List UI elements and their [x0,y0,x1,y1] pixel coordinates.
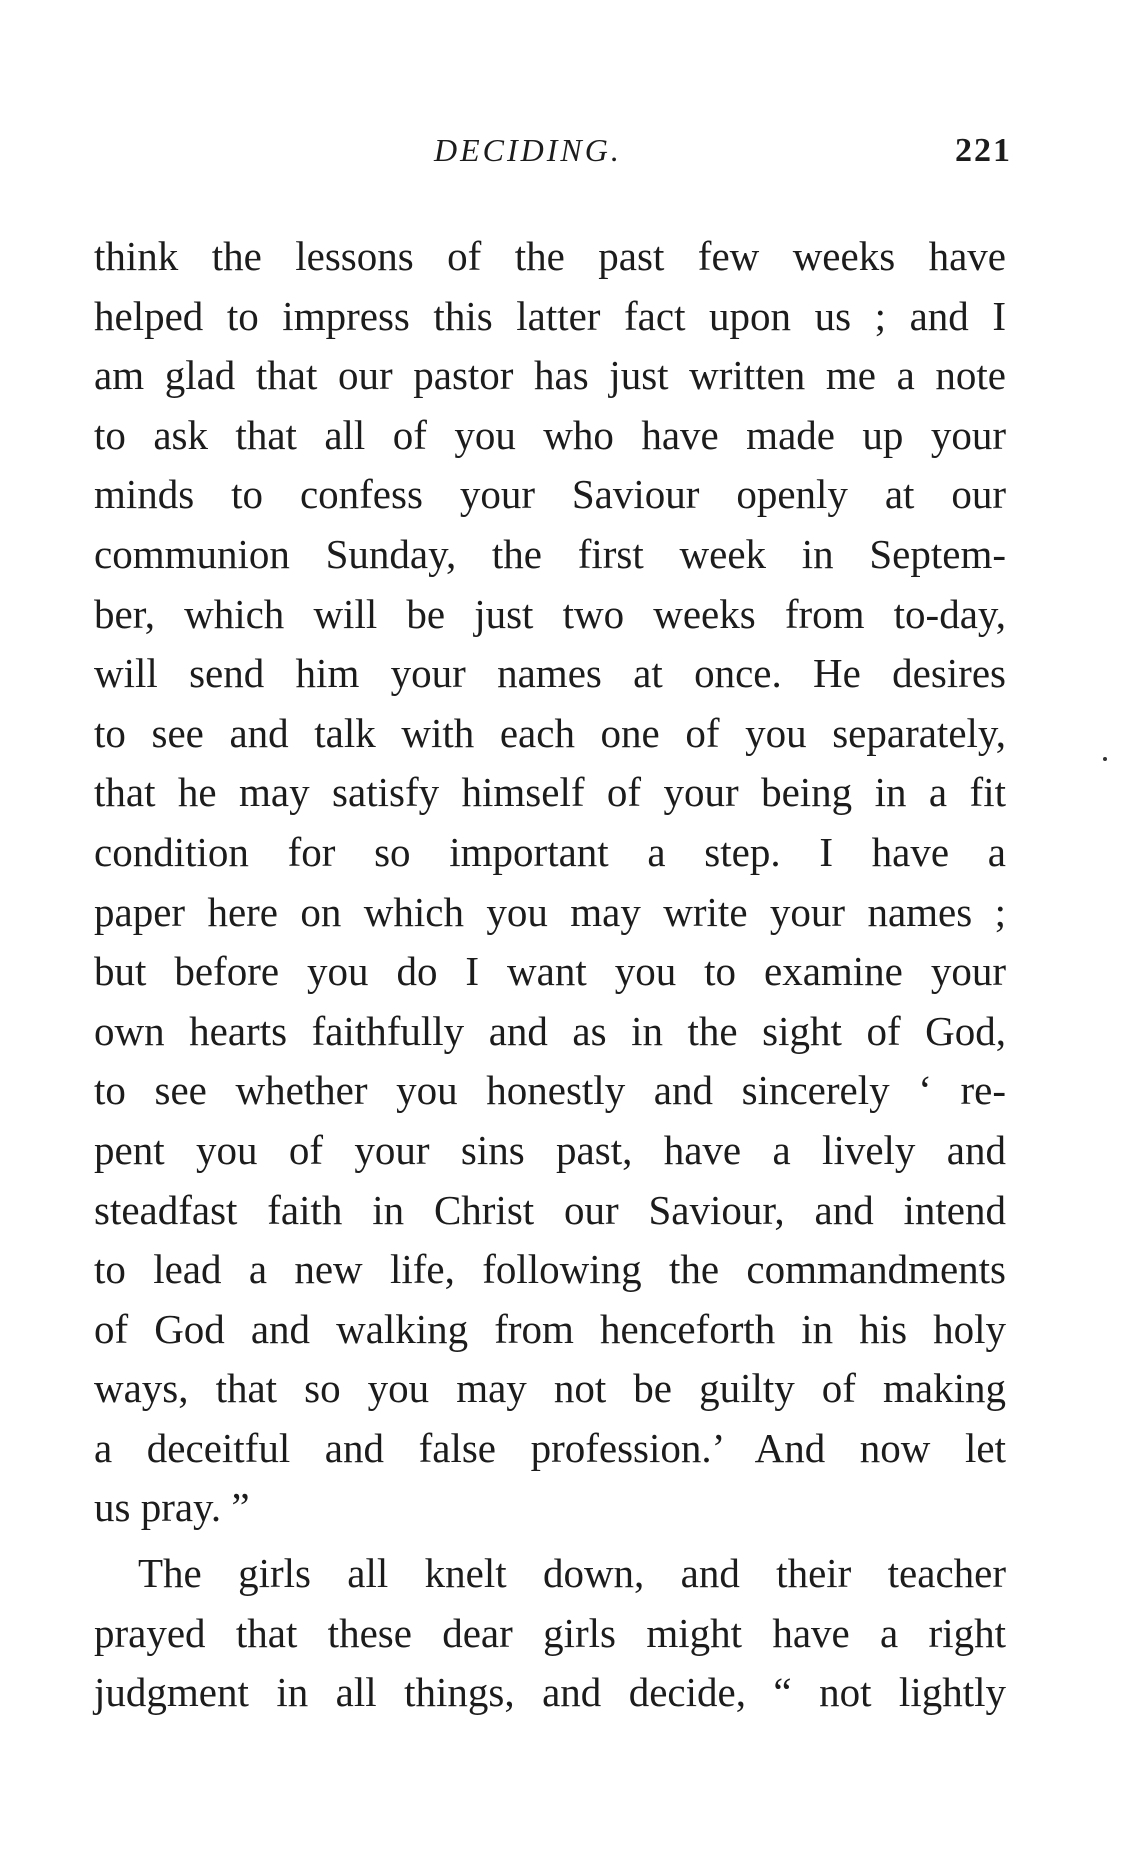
text-line: think the lessons of the past few weeks have [94,233,1006,279]
text-line: will send him your names at once. He desires [94,650,1006,697]
text-line-indented: The girls all knelt down, and their teacher [138,1550,1006,1597]
text-line: own hearts faithfully and as in the sight of God, [94,1007,1006,1054]
text-line: steadfast faith in Christ our Saviour, and intend [94,1186,1006,1233]
text-line: communion Sunday, the first week in Septem- [94,530,1006,577]
page-number: 221 [955,132,1012,169]
text-line: pent you of your sins past, have a lively and [94,1126,1006,1173]
text-line: to ask that all of you who have made up your [94,411,1006,458]
text-line: of God and walking from henceforth in his holy [94,1305,1006,1352]
text-line: judgment in all things, and decide, “ not lightly [94,1669,1006,1716]
text-line: condition for so important a step. I have a [94,828,1006,875]
text-line: but before you do I want you to examine your [94,948,1006,995]
text-line-last: us pray. ” [94,1484,250,1531]
text-line: am glad that our pastor has just written me a note [94,352,1006,399]
paragraph-1 [94,227,1006,1538]
text-line: prayed that these dear girls might have a right [94,1609,1006,1656]
paragraph-2 [94,1544,1006,1723]
text-line: to lead a new life, following the commandments [94,1246,1006,1293]
text-line: helped to impress this latter fact upon us ; and I [94,292,1006,339]
stray-ink-dot [1103,757,1107,761]
text-line: a deceitful and false profession.’ And now let [94,1424,1006,1471]
text-line: that he may satisfy himself of your being in a fit [94,769,1006,816]
body-text [94,227,1006,1723]
text-line: ways, that so you may not be guilty of making [94,1365,1006,1412]
running-title: DECIDING. [434,132,622,168]
text-line: ber, which will be just two weeks from to-day, [94,590,1006,637]
text-line: paper here on which you may write your names ; [94,888,1006,935]
running-head [94,132,1012,182]
text-line: minds to confess your Saviour openly at our [94,471,1006,518]
text-line: to see whether you honestly and sincerely ‘ re- [94,1067,1006,1114]
text-line: to see and talk with each one of you separately, [94,709,1006,756]
